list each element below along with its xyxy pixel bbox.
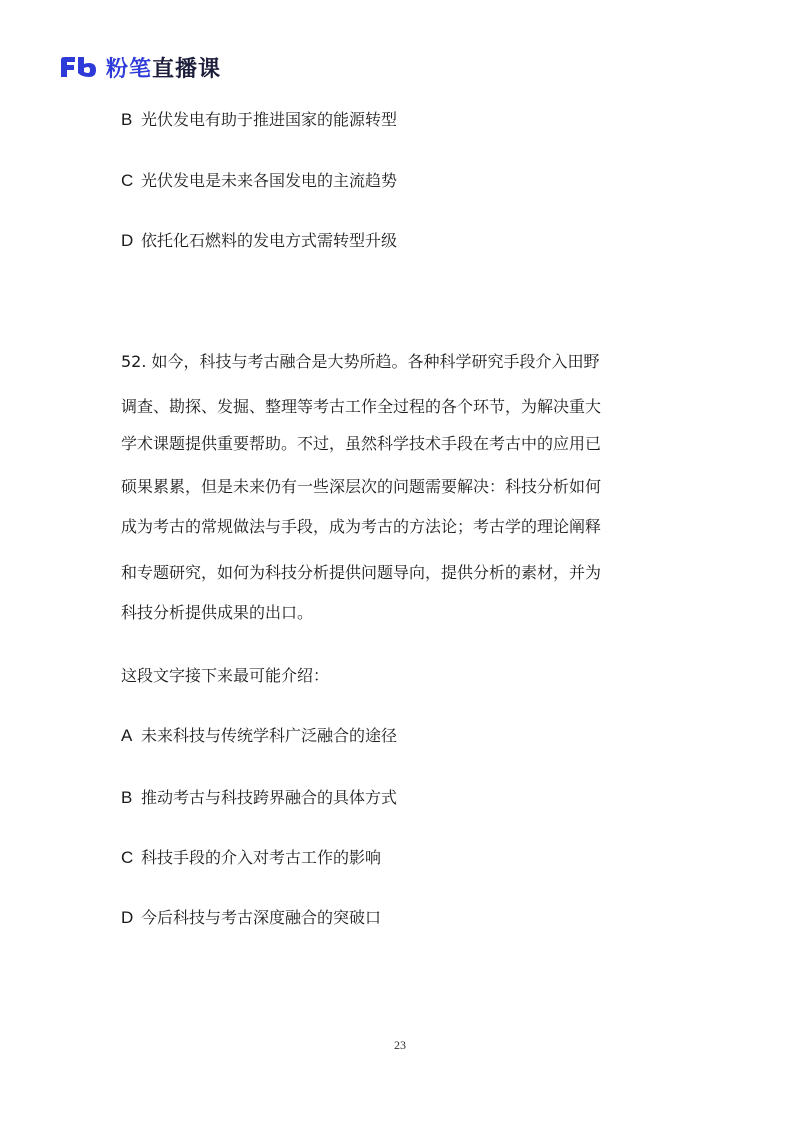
- option-letter: B: [121, 110, 133, 129]
- option-text: 今后科技与考古深度融合的突破口: [141, 908, 382, 927]
- question-line: 学术课题提供重要帮助。不过，虽然科学技术手段在考古中的应用已: [121, 434, 602, 453]
- question-line: 调查、勘探、发掘、整理等考古工作全过程的各个环节，为解决重大: [121, 397, 602, 416]
- prev-option-c: [121, 171, 397, 191]
- option-text: 光伏发电有助于推进国家的能源转型: [141, 110, 398, 129]
- option-letter: C: [121, 171, 134, 190]
- option-text: 光伏发电是未来各国发电的主流趋势: [141, 171, 398, 190]
- brand-name-accent: 粉笔: [106, 56, 153, 82]
- option-letter: A: [121, 726, 133, 745]
- brand-name-rest: 直播课: [152, 56, 222, 82]
- option-letter: B: [121, 788, 133, 807]
- question-line: 和专题研究，如何为科技分析提供问题导向，提供分析的素材，并为: [121, 563, 602, 582]
- fb-logo-icon: [58, 55, 98, 79]
- option-d: [121, 908, 381, 928]
- option-text: 依托化石燃料的发电方式需转型升级: [141, 231, 398, 250]
- option-c: [121, 848, 381, 868]
- question-line: 52. 如今，科技与考古融合是大势所趋。各种科学研究手段介入田野: [121, 352, 600, 371]
- question-prompt: 这段文字接下来最可能介绍：: [121, 666, 330, 685]
- option-text: 未来科技与传统学科广泛融合的途径: [141, 726, 398, 745]
- question-line: 硕果累累，但是未来仍有一些深层次的问题需要解决：科技分析如何: [121, 477, 602, 496]
- page-header: [58, 50, 221, 84]
- option-letter: D: [121, 231, 134, 250]
- prev-option-d: [121, 231, 397, 251]
- prev-option-b: [121, 110, 397, 130]
- page-number: 23: [394, 1038, 406, 1052]
- question-line: 科技分析提供成果的出口。: [121, 603, 314, 622]
- option-text: 推动考古与科技跨界融合的具体方式: [141, 788, 398, 807]
- option-letter: D: [121, 908, 134, 927]
- option-letter: C: [121, 848, 134, 867]
- question-line: 成为考古的常规做法与手段，成为考古的方法论；考古学的理论阐释: [121, 517, 602, 536]
- option-text: 科技手段的介入对考古工作的影响: [141, 848, 382, 867]
- option-a: [121, 726, 397, 746]
- option-b: [121, 788, 397, 808]
- brand-name: [106, 52, 221, 83]
